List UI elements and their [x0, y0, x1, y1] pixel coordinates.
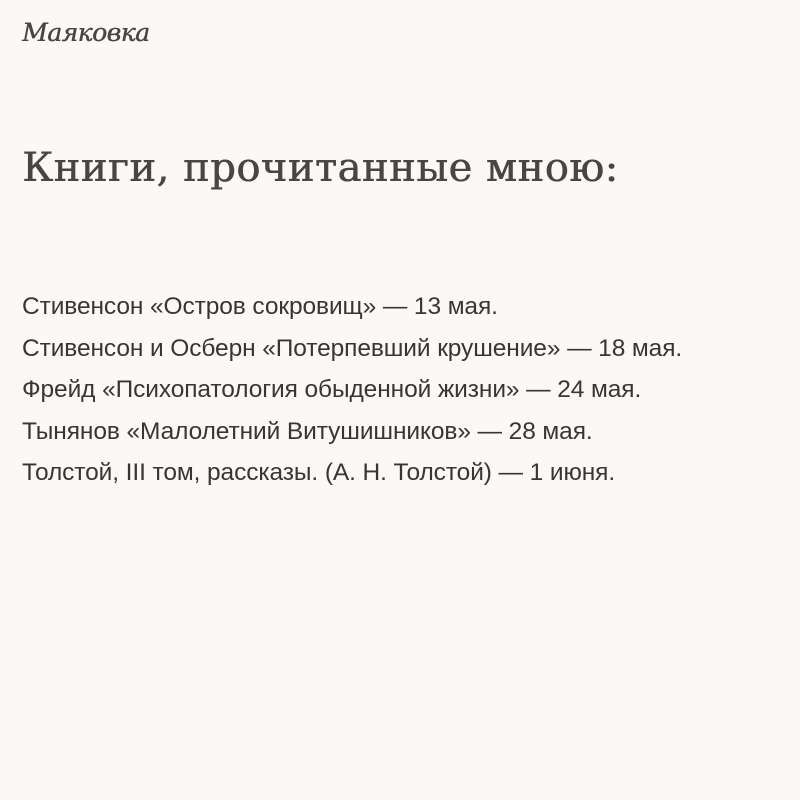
list-item: Толстой, III том, рассказы. (А. Н. Толстой) — 1 июня.	[22, 459, 616, 486]
page-title: Книги, прочитанные мною:	[22, 145, 619, 191]
books-list	[22, 286, 782, 494]
list-item: Стивенсон и Осберн «Потерпевший крушение» — 18 мая.	[22, 334, 683, 362]
list-item: Фрейд «Психопатология обыденной жизни» — 24 мая.	[22, 376, 642, 403]
list-item: Тынянов «Малолетний Витушишников» — 28 мая.	[22, 417, 593, 445]
logo: Маяковка	[22, 18, 150, 47]
list-item: Стивенсон «Остров сокровищ» — 13 мая.	[22, 293, 498, 320]
